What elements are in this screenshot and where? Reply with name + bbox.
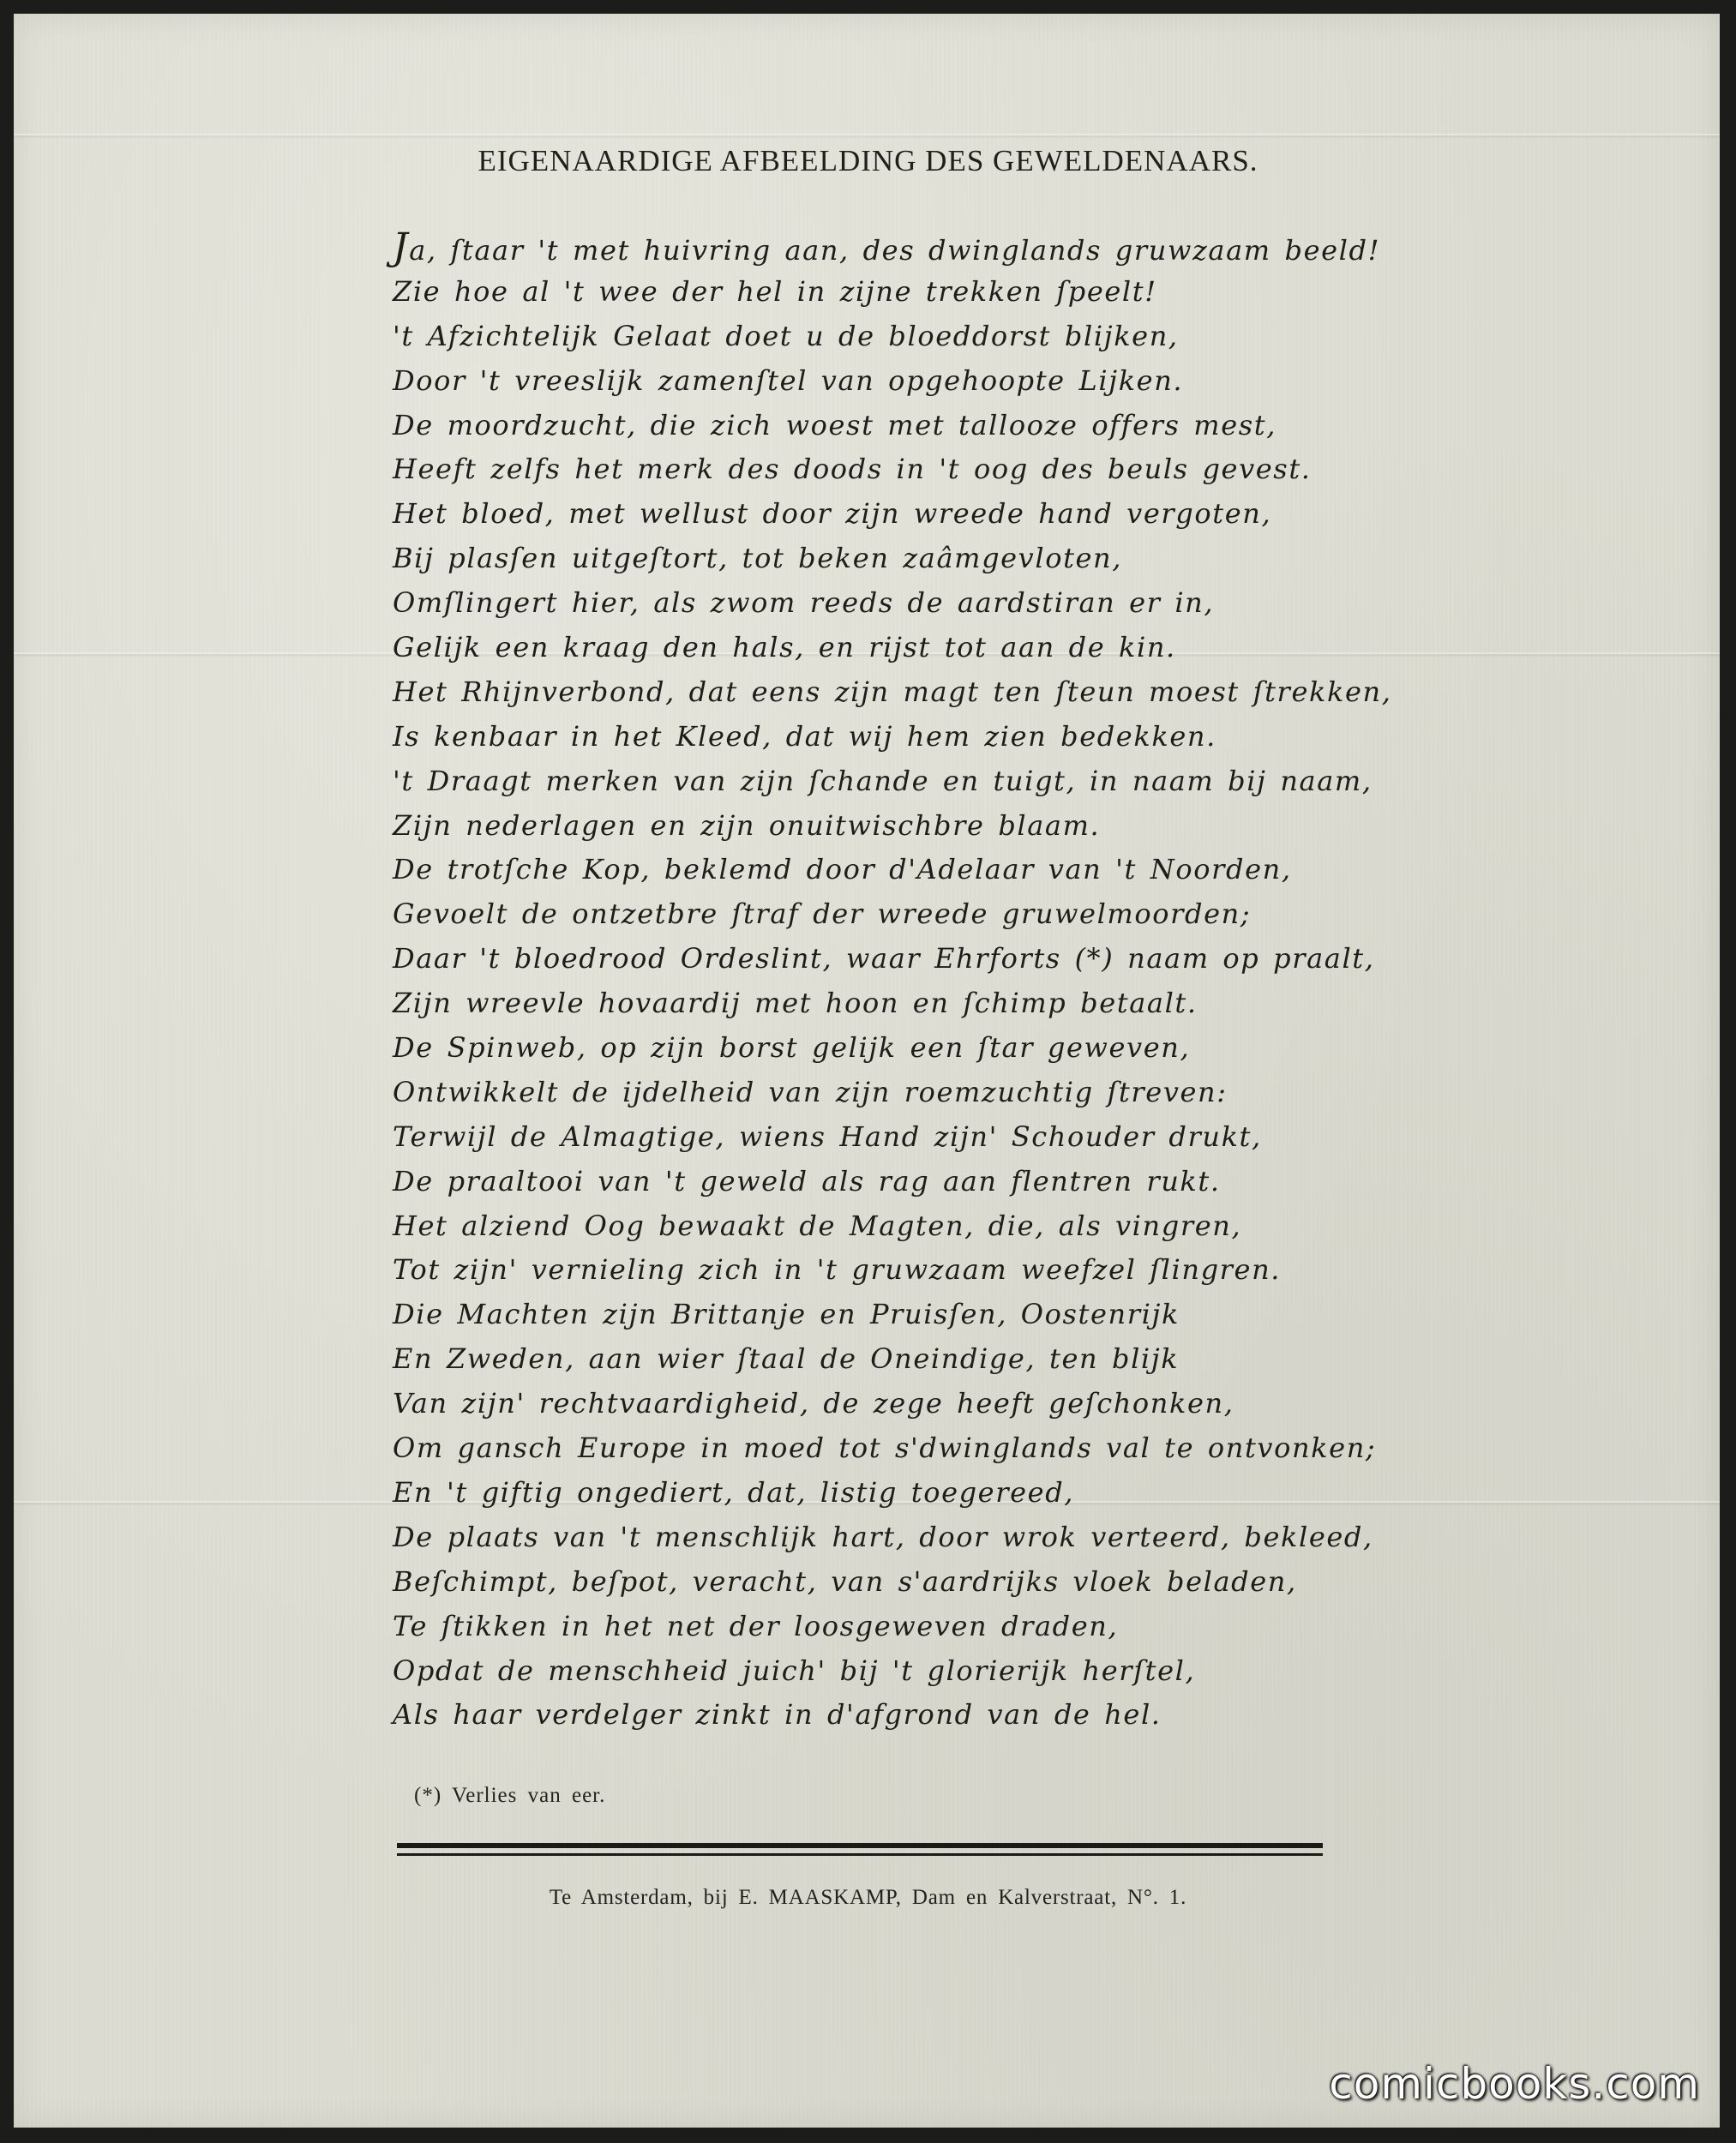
poem-verse — [393, 225, 1404, 1738]
poem-line: Tot zijn' vernieling zich in 't gruwzaam weefzel ſlingren. — [393, 1253, 1282, 1287]
poem-line: Het bloed, met wellust door zijn wreede hand vergoten, — [393, 497, 1272, 531]
site-watermark: comicbooks.com — [1329, 2059, 1700, 2109]
poem-line: En 't giftig ongediert, dat, listig toegereed, — [393, 1475, 1075, 1509]
poem-line: Zijn nederlagen en zijn onuitwischbre blaam. — [393, 808, 1101, 842]
poem-line: En Zweden, aan wier ſtaal de Oneindige, ten blijk — [393, 1342, 1180, 1376]
poem-line: Ja, ſtaar 't met huivring aan, des dwinglands gruwzaam beeld! — [393, 225, 1381, 269]
poem-line: De trotſche Kop, beklemd door d'Adelaar van 't Noorden, — [393, 853, 1292, 886]
poem-line: Heeft zelfs het merk des doods in 't oog des beuls gevest. — [393, 453, 1312, 486]
poem-line: Te ſtikken in het net der loosgeweven draden, — [393, 1609, 1119, 1642]
poem-line: Het alziend Oog bewaakt de Magten, die, als vingren, — [393, 1209, 1242, 1242]
poem-line: De plaats van 't menschlijk hart, door wrok verteerd, bekleed, — [393, 1520, 1373, 1553]
poem-line: Gelijk een kraag den hals, en rijst tot aan de kin. — [393, 631, 1176, 664]
poem-line: Is kenbaar in het Kleed, dat wij hem zien bedekken. — [393, 719, 1216, 753]
poem-line: Terwijl de Almagtige, wiens Hand zijn' Schouder drukt, — [393, 1120, 1262, 1153]
poem-line: Ontwikkelt de ijdelheid van zijn roemzuchtig ſtreven: — [393, 1075, 1228, 1108]
paper-fold — [14, 134, 1720, 135]
poem-line: Omſlingert hier, als zwom reeds de aardstiran er in, — [393, 586, 1215, 620]
poem-line: Beſchimpt, beſpot, veracht, van s'aardrijks vloek beladen, — [393, 1564, 1297, 1598]
poem-line: 't Draagt merken van zijn ſchande en tuigt, in naam bij naam, — [393, 764, 1373, 797]
poem-line: Gevoelt de ontzetbre ſtraf der wreede gruwelmoorden; — [393, 897, 1252, 931]
poem-line: Als haar verdelger zinkt in d'afgrond van de hel. — [393, 1698, 1162, 1732]
poem-line: De praaltooi van 't geweld als rag aan flentren rukt. — [393, 1164, 1221, 1198]
poem-line: Zie hoe al 't wee der hel in zijne trekken ſpeelt! — [393, 274, 1157, 308]
poem-line: Opdat de menschheid juich' bij 't glorierijk herſtel, — [393, 1654, 1196, 1687]
poem-line: Zijn wreevle hovaardij met hoon en ſchimp betaalt. — [393, 987, 1198, 1020]
poem-line: De Spinweb, op zijn borst gelijk een ſtar geweven, — [393, 1031, 1191, 1065]
poem-line: 't Afzichtelijk Gelaat doet u de bloeddorst blijken, — [393, 319, 1179, 352]
poem-line: Door 't vreeslijk zamenſtel van opgehoopte Lijken. — [393, 363, 1184, 397]
poem-line: Daar 't bloedrood Ordeslint, waar Ehrforts (*) naam op praalt, — [393, 942, 1375, 975]
poem-line: De moordzucht, die zich woest met tallooze offers mest, — [393, 408, 1277, 441]
poem-line: Het Rhijnverbond, dat eens zijn magt ten ſteun moest ſtrekken, — [393, 675, 1392, 708]
poem-line: Die Machten zijn Brittanje en Pruisſen, Oostenrijk — [393, 1298, 1180, 1331]
poem-line: Van zijn' rechtvaardigheid, de zege heeft geſchonken, — [393, 1387, 1234, 1420]
poem-line: Om gansch Europe in moed tot s'dwinglands val te ontvonken; — [393, 1432, 1377, 1465]
footnote: (*) Verlies van eer. — [414, 1784, 606, 1807]
divider-rule — [397, 1843, 1323, 1848]
poem-line: Bij plasſen uitgeſtort, tot beken zaâmgevloten, — [393, 542, 1123, 575]
document-title: EIGENAARDIGE AFBEELDING DES GEWELDENAARS. — [478, 144, 1258, 177]
publisher-imprint: Te Amsterdam, bij E. MAASKAMP, Dam en Kalverstraat, N°. 1. — [549, 1886, 1187, 1909]
divider-rule-thin — [397, 1853, 1323, 1856]
